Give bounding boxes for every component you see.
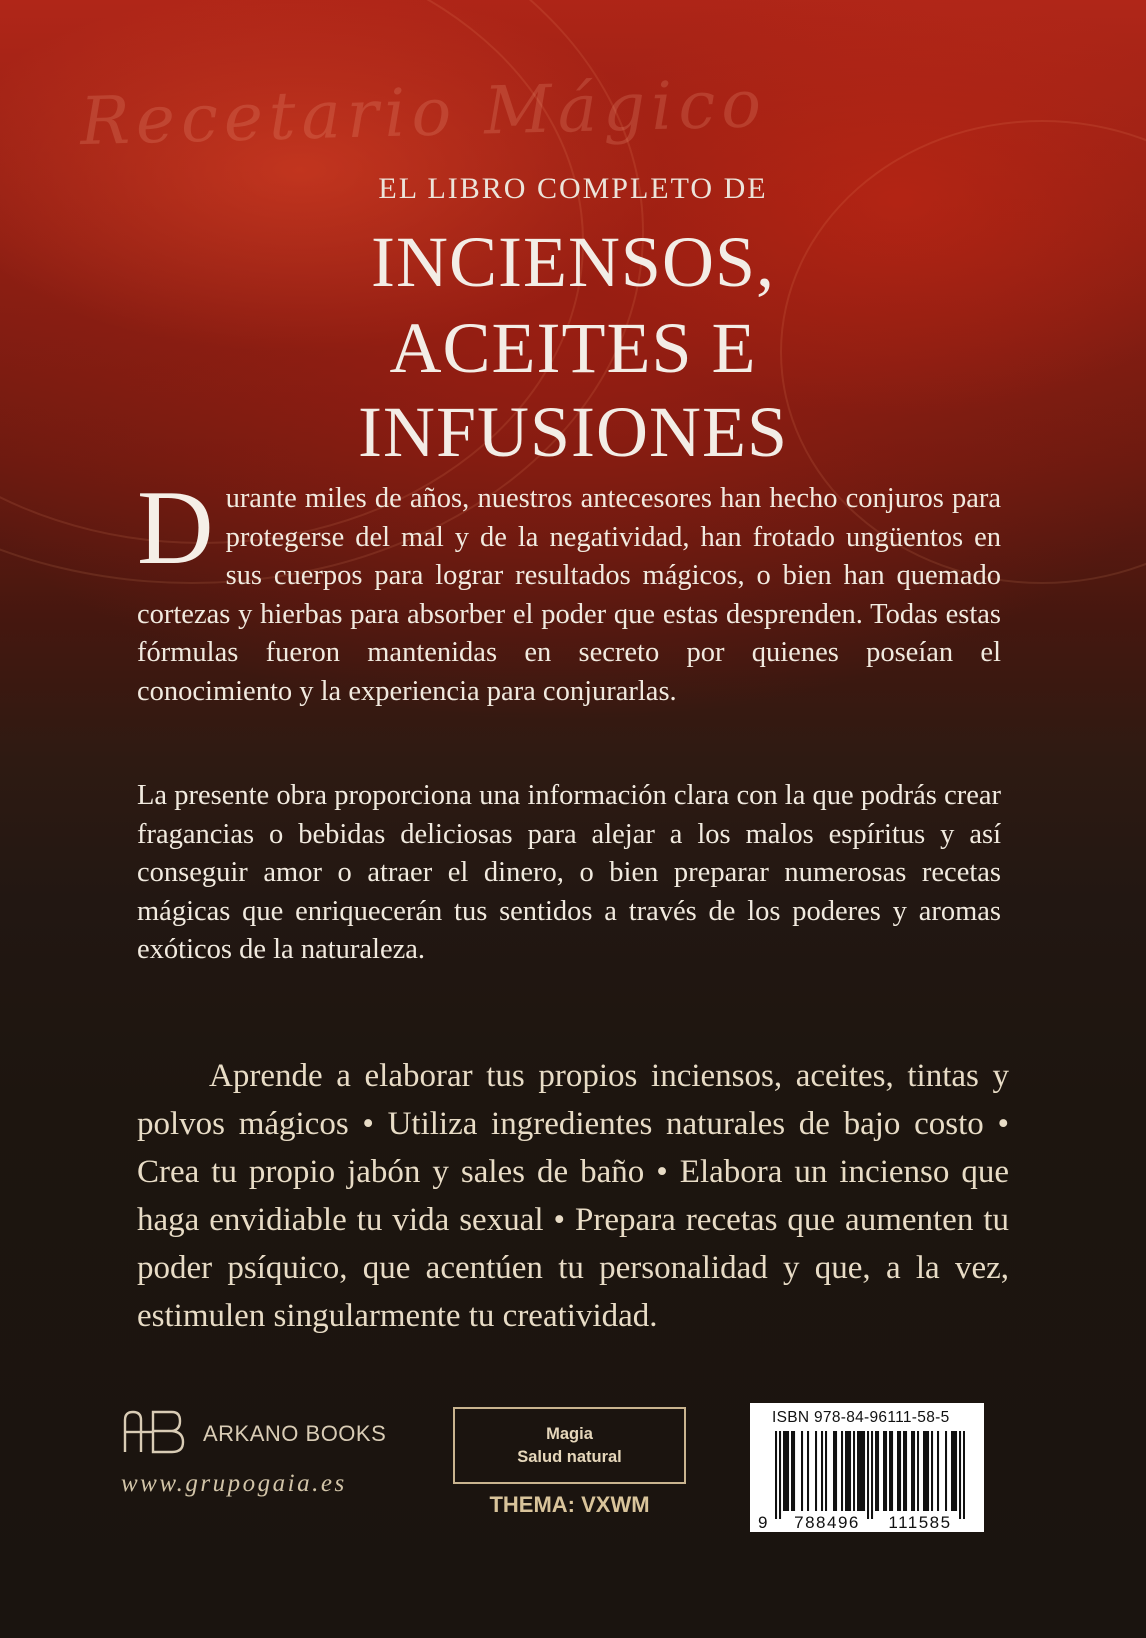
barcode-bar [923, 1431, 925, 1511]
book-title-line-3: INFUSIONES [357, 392, 789, 472]
barcode-bar [913, 1431, 915, 1511]
book-title-line-2: ACEITES E [389, 308, 757, 388]
arkano-books-logo-icon [122, 1410, 186, 1454]
barcode-bar [911, 1431, 913, 1511]
book-title-line-1: INCIENSOS, [370, 222, 776, 302]
barcode-bar [857, 1431, 859, 1511]
barcode-first-digit: 9 [758, 1513, 768, 1532]
barcode-bar [953, 1431, 955, 1511]
barcode-bar [937, 1431, 939, 1511]
isbn-label: ISBN 978-84-96111-58-5 [772, 1409, 950, 1426]
barcode-bar [877, 1431, 879, 1511]
barcode-bar [845, 1431, 847, 1511]
barcode-bar [859, 1431, 861, 1511]
barcode-bar [891, 1431, 893, 1511]
thema-code: THEMA: VXWM [489, 1492, 650, 1517]
barcode-group-left: 788496 [794, 1513, 860, 1532]
barcode-bar [783, 1431, 785, 1511]
drop-cap: D [137, 469, 214, 586]
barcode-bar [821, 1431, 823, 1511]
publisher-name: ARKANO BOOKS [203, 1421, 387, 1446]
description-paragraph-1 [137, 469, 1001, 711]
barcode-bar [863, 1431, 865, 1511]
barcode-bar [779, 1431, 781, 1519]
barcode-bar [903, 1431, 905, 1511]
script-watermark-title: Recetario Mágico [79, 65, 768, 161]
category-line-2: Salud natural [517, 1448, 622, 1466]
barcode-bar [925, 1431, 927, 1511]
barcode-bars [775, 1431, 965, 1519]
barcode-bar [775, 1431, 777, 1519]
barcode-bar [853, 1431, 855, 1511]
barcode-bar [867, 1431, 869, 1519]
barcode-bar [917, 1431, 919, 1511]
barcode-bar [849, 1431, 851, 1511]
barcode-bar [959, 1431, 961, 1519]
barcode-bar [885, 1431, 887, 1511]
book-subtitle: EL LIBRO COMPLETO DE [378, 172, 768, 205]
barcode-bar [861, 1431, 863, 1511]
barcode-bar [835, 1431, 837, 1511]
barcode-bar [801, 1431, 803, 1511]
barcode-bar [841, 1431, 843, 1511]
description-paragraph-1-text: urante miles de años, nuestros antecesores han hecho conjuros para protegerse del mal y de la negatividad, han frotado ungüentos en sus cuerpos para lograr resultados mágicos, o bien han quemado cortezas y hierbas para absorber el poder que estas desprenden. Todas estas fórmulas fueron mantenidas en secreto por quienes poseían el conocimiento y la experiencia para conjurarlas. [137, 483, 1001, 707]
highlights-paragraph: Aprende a elaborar tus propios inciensos, aceites, tintas y polvos mágicos • Utiliza ingredientes naturales de bajo costo • Crea tu propio jabón y sales de baño • Elabora un incienso que haga envidiable tu vida sexual • Prepara recetas que aumenten tu poder psíquico, que acentúen tu personalidad y que, a la vez, estimulen singularmente tu creatividad. [137, 1058, 1009, 1334]
barcode-bar [807, 1431, 809, 1511]
barcode-bar [825, 1431, 827, 1511]
barcode-bar [931, 1431, 933, 1511]
barcode-bar [793, 1431, 795, 1511]
barcode-bar [905, 1431, 907, 1511]
barcode-bar [883, 1431, 885, 1511]
publisher-url: www.grupogaia.es [121, 1470, 347, 1497]
barcode-bar [815, 1431, 817, 1511]
barcode-bar [787, 1431, 789, 1511]
barcode-bar [899, 1431, 901, 1511]
barcode-bar [871, 1431, 873, 1519]
barcode-bar [897, 1431, 899, 1511]
description-paragraph-2: La presente obra proporciona una información clara con la que podrás crear fragancias o bebidas deliciosas para alejar a los malos espíritus y así conseguir amor o atraer el dinero, o bien preparar numerosas recetas mágicas que enriquecerán tus sentidos a través de los poderes y aromas exóticos de la naturaleza. [137, 780, 1001, 965]
category-box [453, 1407, 686, 1484]
barcode-bar [847, 1431, 849, 1511]
barcode-bar [927, 1431, 929, 1511]
barcode-bar [955, 1431, 957, 1511]
isbn-barcode [750, 1403, 984, 1532]
barcode-bar [791, 1431, 793, 1511]
barcode-bar [833, 1431, 835, 1511]
barcode-bar [963, 1431, 965, 1519]
barcode-bar [951, 1431, 953, 1511]
category-line-1: Magia [546, 1425, 593, 1443]
barcode-group-right: 111585 [888, 1513, 952, 1532]
barcode-bar [875, 1431, 877, 1511]
barcode-bar [945, 1431, 947, 1511]
barcode-bar [785, 1431, 787, 1511]
barcode-bar [889, 1431, 891, 1511]
